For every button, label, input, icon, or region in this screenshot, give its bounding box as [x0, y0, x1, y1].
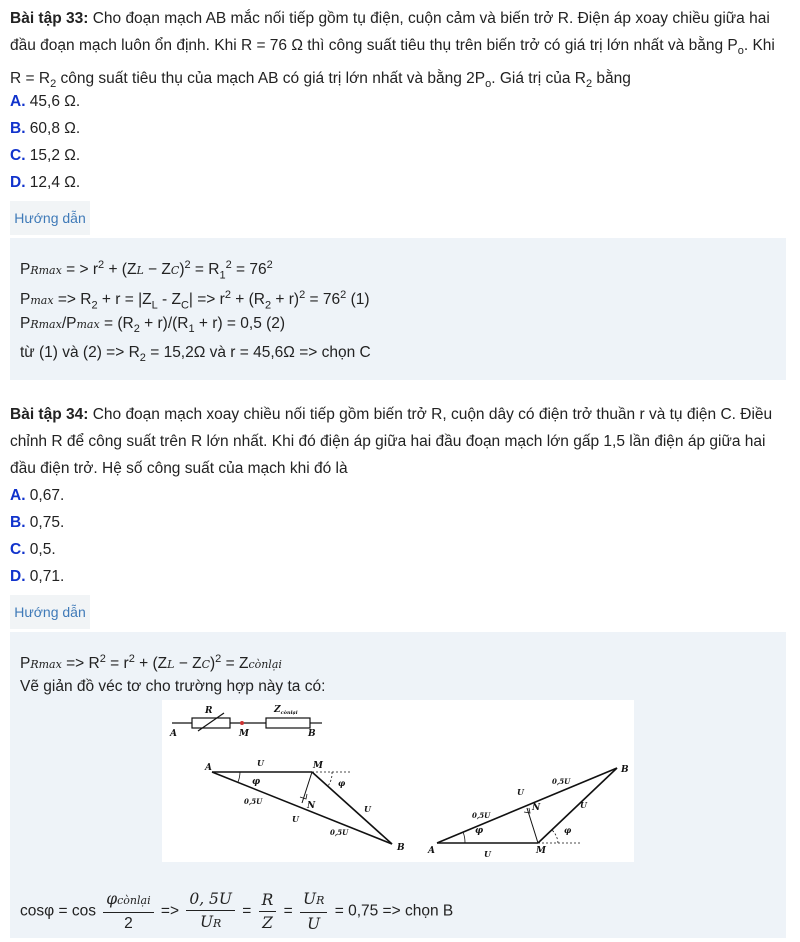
- q33-choice-d: D. 12,4 Ω.: [10, 174, 81, 191]
- q34-choice-b: B. 0,75.: [10, 514, 65, 531]
- circuit-label-b: B: [308, 729, 316, 739]
- circuit-label-a: A: [170, 729, 177, 739]
- circuit-label-r: R: [205, 706, 213, 716]
- q34-statement: Bài tập 34: Cho đoạn mạch xoay chiều nối tiếp gồm biến trở R, cuộn dây có điện trở thuần r và tụ điện C. Điều chỉnh R để công suất trên R lớn nhất. Khi đó điện áp giữa hai đầu đoạn mạch lớn gấp 1,5 lần điện áp giữa hai đầu điện trở. Hệ số công suất của mạch khi đó là: [10, 406, 773, 477]
- left-label-a: A: [205, 763, 212, 773]
- fraction-half-u: $\frac{0, 5U}{UR}$: [186, 888, 235, 935]
- right-label-half-u-2: 0,5U: [552, 777, 571, 786]
- circuit-label-zcl: $Z_{cònlại}$: [274, 705, 298, 716]
- node-m-dot: [240, 721, 244, 725]
- fraction-ur-u: $\frac{UR}{U}$: [300, 888, 327, 935]
- q34-choice-c: C. 0,5.: [10, 541, 56, 558]
- right-phasor-triangle: [437, 768, 617, 843]
- q33-choice-a: A. 45,6 Ω.: [10, 93, 81, 110]
- q34-solution-line-3: cosφ = cos $\frac{\text{φcònlại}}{2}$ => $\frac{0, 5U}{UR}$ = $\frac{R}{Z}$ = $\frac{UR}{U}$ = 0,75 => chọn B: [20, 890, 454, 933]
- q33-solution-line-1: PRmax = > $r^2 + (ZL - ZC)^2 = R_1^2 = 76^2$: [20, 259, 273, 282]
- right-label-phi-cl: φ: [564, 825, 572, 835]
- phasor-diagram-figure: [162, 700, 634, 862]
- right-label-a: A: [428, 846, 435, 856]
- q33-solution-line-3: $PRmax/Pmax = (R_2 + r)/(R_1 + r) = 0,5$ (2): [20, 315, 286, 336]
- right-label-m: M: [536, 846, 546, 856]
- q33-solution-line-4: từ (1) và $(2) => R_2 = 15,2\Omega$ và r = 45,6Ω => chọn C: [20, 344, 371, 365]
- q33-choice-c: C. 15,2 Ω.: [10, 147, 81, 164]
- q34-label: Bài tập 34:: [10, 406, 89, 423]
- q34-solution-line-1: $PRmax => R^2 = r^2 + (ZL - ZC)^2$ = Zcònlại: [20, 653, 282, 673]
- q34-choice-d: D. 0,71.: [10, 568, 65, 585]
- q34-guide-button[interactable]: Hướng dẫn: [10, 595, 90, 629]
- right-label-half-u-1: 0,5U: [472, 811, 491, 820]
- left-label-phi: φ: [252, 777, 261, 787]
- fraction-r-z: $\frac{R}{Z}$: [259, 889, 277, 934]
- q33-guide-button[interactable]: Hướng dẫn: [10, 201, 90, 235]
- q33-choice-b: B. 60,8 Ω.: [10, 120, 81, 137]
- right-label-phi: φ: [475, 826, 484, 836]
- left-label-half-u-1: 0,5U: [244, 797, 263, 806]
- q33-label: Bài tập 33:: [10, 10, 89, 27]
- q34-solution-line-2: Vẽ giản đồ véc tơ cho trường hợp này ta có:: [20, 678, 326, 695]
- right-label-ur: U: [484, 849, 491, 859]
- left-label-m: M: [313, 761, 323, 771]
- q33-solution-line-2: $Pmax => R_2 + r = |Z_L - Z_C| => r^2 + (R_2 + r)^2 = 76^2$ (1): [20, 289, 370, 312]
- q34-choice-a: A. 0,67.: [10, 487, 65, 504]
- circuit-label-m: M: [239, 729, 249, 739]
- left-label-half-u-2: 0,5U: [330, 828, 349, 837]
- left-label-n: N: [307, 801, 316, 811]
- left-label-b: B: [397, 843, 405, 853]
- left-label-ur: U: [257, 758, 264, 768]
- left-label-phi-cl: φ: [338, 778, 346, 788]
- right-label-u: U: [517, 787, 524, 797]
- right-label-u-cl: U: [580, 800, 587, 810]
- fraction-phi: $\frac{\text{φcònlại}}{2}$: [103, 888, 153, 935]
- left-label-u: U: [292, 814, 299, 824]
- right-label-n: N: [532, 803, 541, 813]
- q33-statement: Bài tập 33: Cho đoạn mạch AB mắc nối tiếp gồm tụ điện, cuộn cảm và biến trở R. Điện áp xoay chiều giữa hai đầu đoạn mạch luôn ổn định. Khi R = 76 Ω thì công suất tiêu thụ trên biến trở có giá trị lớn nhất và bằng $P_o$. Khi $R = R_2$ công suất tiêu thụ của mạch AB có giá trị lớn nhất và bằng $2P_o$. Giá trị của $R_2$ bằng: [10, 10, 775, 91]
- q33-solution-box: [10, 238, 786, 380]
- right-label-b: B: [621, 765, 629, 775]
- left-label-u-cl: U: [364, 804, 371, 814]
